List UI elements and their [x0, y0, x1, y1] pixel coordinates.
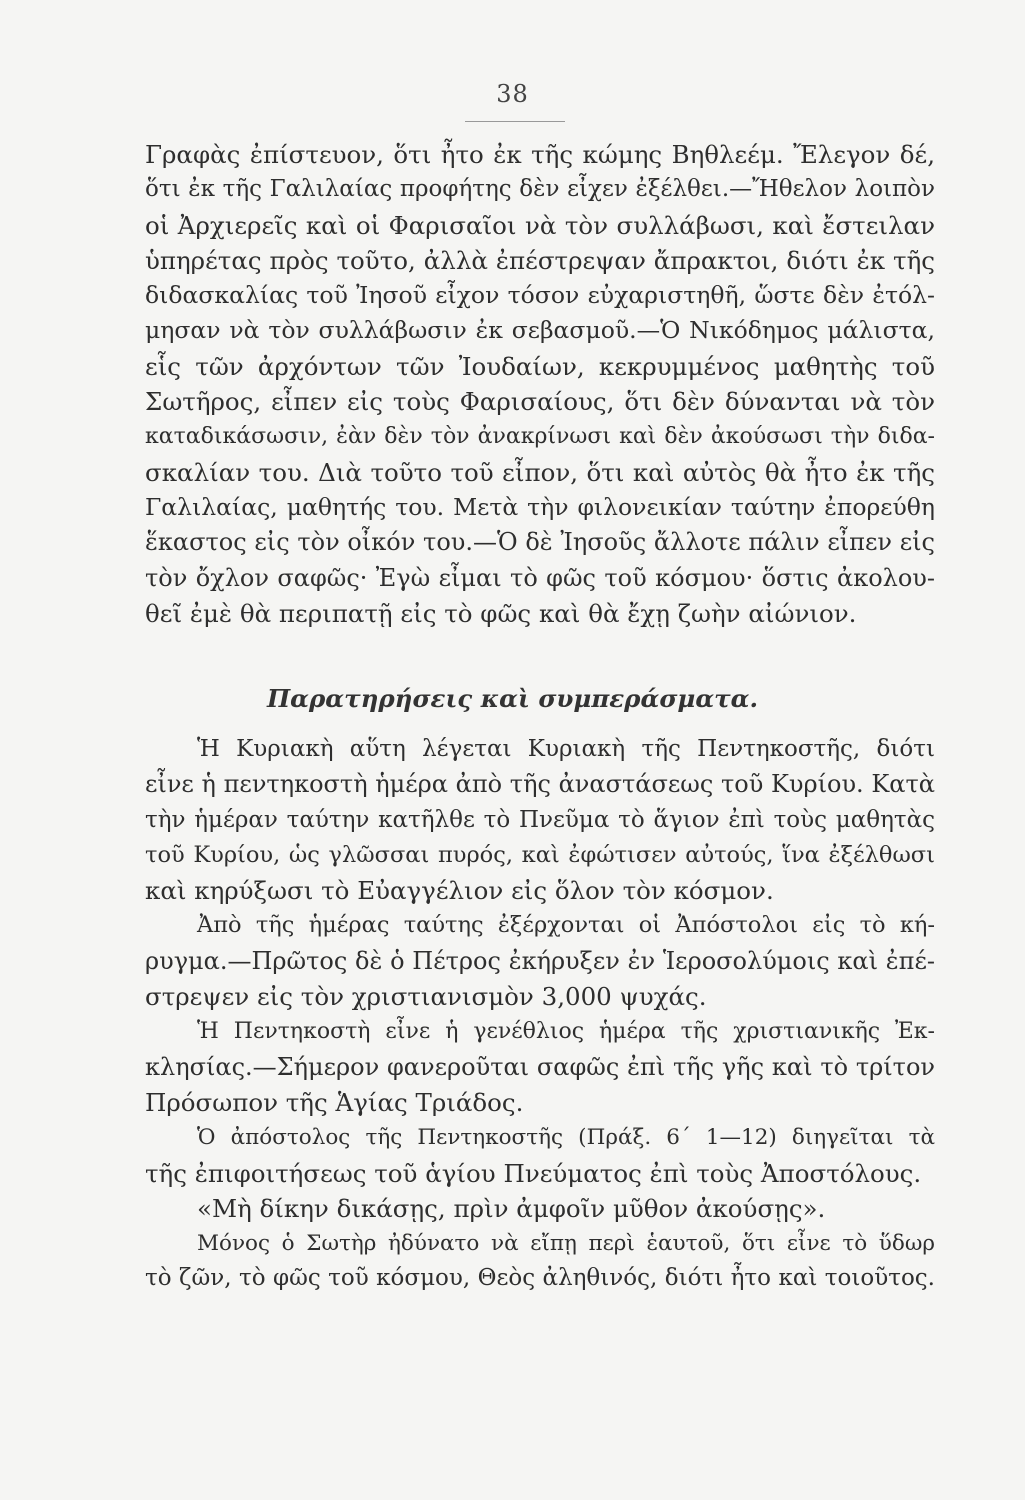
text-line: κλησίας.—Σήμερον φανεροῦται σαφῶς ἐπὶ τῆς γῆς καὶ τὸ τρίτον — [145, 1052, 935, 1081]
text-line: Σωτῆρος, εἶπεν εἰς τοὺς Φαρισαίους, ὅτι δὲν δύνανται νὰ τὸν — [145, 387, 935, 417]
text-line: ἕκαστος εἰς τὸν οἶκόν του.—Ὁ δὲ Ἰησοῦς ἄλλοτε πάλιν εἶπεν εἰς — [145, 528, 935, 557]
text-line: καὶ κηρύξωσι τὸ Εὐαγγέλιον εἰς ὅλον τὸν κόσμον. — [145, 876, 774, 906]
observations-body — [145, 732, 935, 1297]
text-line: εἶνε ἡ πεντηκοστὴ ἡμέρα ἀπὸ τῆς ἀναστάσεως τοῦ Κυρίου. Κατὰ — [145, 770, 935, 799]
text-line: τῆς ἐπιφοιτήσεως τοῦ ἁγίου Πνεύματος ἐπὶ τοὺς Ἀποστόλους. — [145, 1158, 922, 1188]
text-line: Ὁ ἀπόστολος τῆς Πεντηκοστῆς (Πράξ. 6΄ 1—12) διηγεῖται τὰ — [197, 1125, 935, 1151]
text-line: ὅτι ἐκ τῆς Γαλιλαίας προφήτης δὲν εἶχεν ἐξέλθει.—Ἤθελον λοιπὸν — [145, 176, 935, 203]
text-line: στρεψεν εἰς τὸν χριστιανισμὸν 3,000 ψυχάς. — [145, 982, 707, 1012]
text-line: «Μὴ δίκην δικάσῃς, πρὶν ἀμφοῖν μῦθον ἀκούσῃς». — [197, 1193, 826, 1223]
text-line: εἷς τῶν ἀρχόντων τῶν Ἰουδαίων, κεκρυμμένος μαθητὴς τοῦ — [145, 351, 935, 381]
paragraph-narrative — [145, 137, 935, 631]
text-line: σκαλίαν του. Διὰ τοῦτο τοῦ εἶπον, ὅτι καὶ αὐτὸς θὰ ἦτο ἐκ τῆς — [145, 457, 935, 487]
text-line: τὴν ἡμέραν ταύτην κατῆλθε τὸ Πνεῦμα τὸ ἅγιον ἐπὶ τοὺς μαθητὰς — [145, 806, 935, 833]
text-line: ὑπηρέτας πρὸς τοῦτο, ἀλλὰ ἐπέστρεψαν ἄπρακτοι, διότι ἐκ τῆς — [145, 245, 935, 275]
text-line: οἱ Ἀρχιερεῖς καὶ οἱ Φαρισαῖοι νὰ τὸν συλλάβωσι, καὶ ἔστειλαν — [145, 210, 935, 240]
text-line: Γαλιλαίας, μαθητής του. Μετὰ τὴν φιλονεικίαν ταύτην ἐπορεύθη — [145, 492, 935, 521]
text-line: Πρόσωπον τῆς Ἁγίας Τριάδος. — [145, 1087, 524, 1117]
text-line: Μόνος ὁ Σωτὴρ ἠδύνατο νὰ εἴπῃ περὶ ἑαυτοῦ, ὅτι εἶνε τὸ ὕδωρ — [197, 1231, 935, 1257]
text-line: τὸν ὄχλον σαφῶς· Ἐγὼ εἶμαι τὸ φῶς τοῦ κόσμου· ὅστις ἀκολου- — [145, 563, 935, 592]
text-line: Γραφὰς ἐπίστευον, ὅτι ἦτο ἐκ τῆς κώμης Βηθλεέμ. Ἔλεγον δέ, — [145, 140, 935, 169]
text-line: Ἡ Πεντηκοστὴ εἶνε ἡ γενέθλιος ἡμέρα τῆς χριστιανικῆς Ἐκ- — [197, 1019, 935, 1045]
section-heading: Παρατηρήσεις καὶ συμπεράσματα. — [266, 684, 759, 713]
text-line: τὸ ζῶν, τὸ φῶς τοῦ κόσμου, Θεὸς ἀληθινός, διότι ἦτο καὶ τοιοῦτος. — [145, 1265, 935, 1292]
text-line: μησαν νὰ τὸν συλλάβωσιν ἐκ σεβασμοῦ.—Ὁ Νικόδημος μάλιστα, — [145, 316, 935, 345]
text-line: καταδικάσωσιν, ἐὰν δὲν τὸν ἀνακρίνωσι καὶ δὲν ἀκούσωσι τὴν διδα- — [145, 424, 935, 450]
text-line: διδασκαλίας τοῦ Ἰησοῦ εἶχον τόσον εὐχαριστηθῆ, ὥστε δὲν ἐτόλ- — [145, 281, 935, 310]
text-line: θεῖ ἐμὲ θὰ περιπατῇ εἰς τὸ φῶς καὶ θὰ ἔχῃ ζωὴν αἰώνιον. — [145, 598, 857, 628]
text-line: τοῦ Κυρίου, ὡς γλῶσσαι πυρός, καὶ ἐφώτισεν αὐτούς, ἵνα ἐξέλθωσι — [145, 841, 935, 868]
text-line: Ἡ Κυριακὴ αὕτη λέγεται Κυριακὴ τῆς Πεντηκοστῆς, διότι — [197, 736, 935, 762]
page-number: 38 — [496, 80, 529, 108]
text-line: Ἀπὸ τῆς ἡμέρας ταύτης ἐξέρχονται οἱ Ἀπόστολοι εἰς τὸ κή- — [197, 912, 935, 939]
header-rule — [465, 121, 565, 122]
text-line: ρυγμα.—Πρῶτος δὲ ὁ Πέτρος ἐκήρυξεν ἐν Ἱεροσολύμοις καὶ ἐπέ- — [145, 946, 935, 975]
